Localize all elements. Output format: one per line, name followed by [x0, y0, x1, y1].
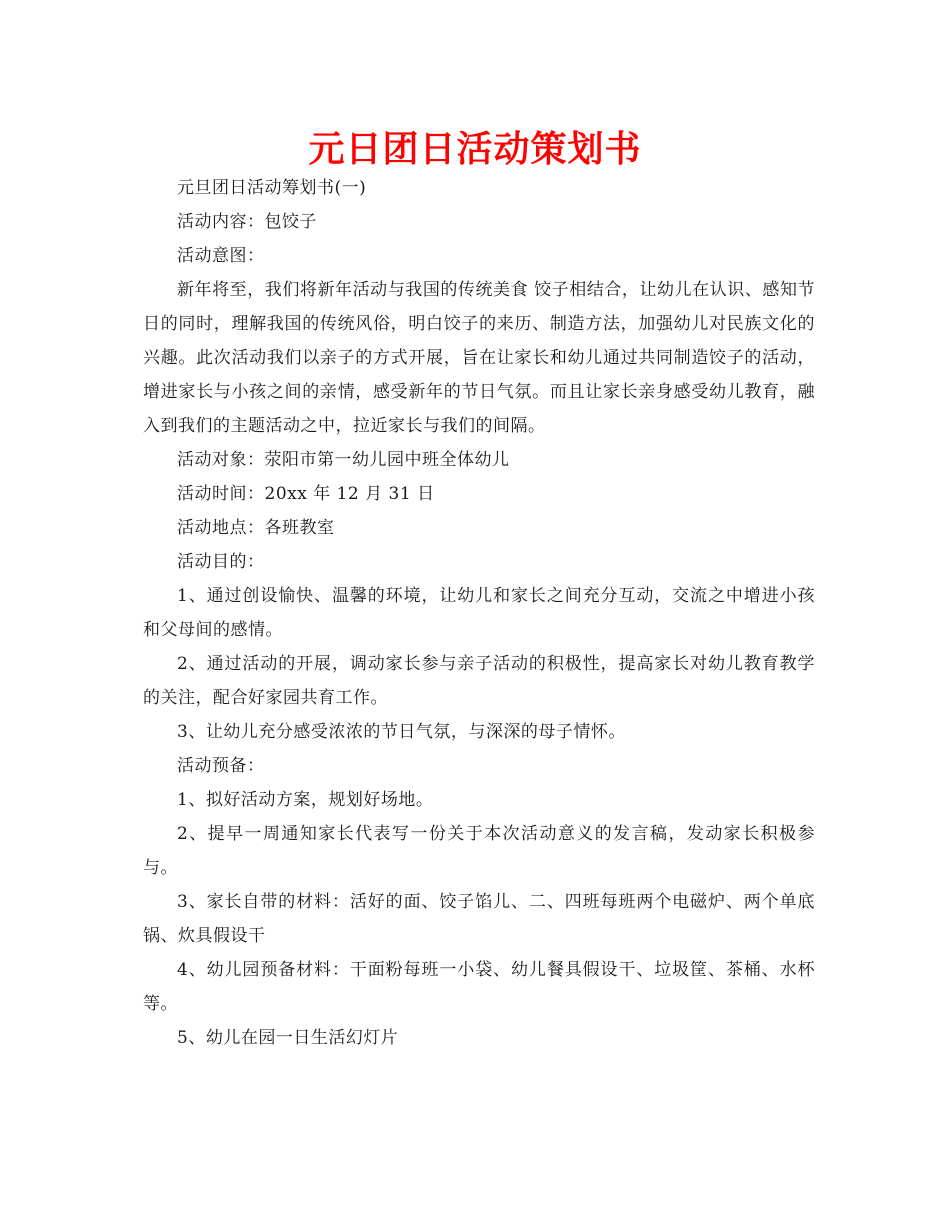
paragraph-goals-heading: 活动目的： [177, 552, 265, 572]
paragraph-intent-heading: 活动意图： [177, 246, 265, 266]
paragraph-audience: 活动对象：荥阳市第一幼儿园中班全体幼儿 [177, 450, 510, 470]
paragraph-prep-2: 2、提早一周通知家长代表写一份关于本次活动意义的发言稿，发动家长积极参与。 [143, 824, 815, 878]
paragraph-location: 活动地点：各班教室 [177, 518, 335, 538]
paragraph-goal-2: 2、通过活动的开展，调动家长参与亲子活动的积极性，提高家长对幼儿教育教学的关注，配合好家园共育工作。 [143, 654, 815, 708]
paragraph-time: 活动时间：20xx 年 12 月 31 日 [177, 484, 435, 504]
paragraph-goal-1: 1、通过创设愉快、温馨的环境，让幼儿和家长之间充分互动，交流之中增进小孩和父母间的感情。 [143, 586, 815, 640]
paragraph-intent-body: 新年将至，我们将新年活动与我国的传统美食 饺子相结合，让幼儿在认识、感知节日的同时，理解我国的传统风俗，明白饺子的来历、制造方法，加强幼儿对民族文化的兴趣。此次活动我们以亲子的方式开展，旨在让家长和幼儿通过共同制造饺子的活动，增进家长与小孩之间的亲情，感受新年的节日气氛。而且让家长亲身感受幼儿教育，融入到我们的主题活动之中，拉近家长与我们的间隔。 [143, 280, 815, 436]
paragraph-prep-5: 5、幼儿在园一日生活幻灯片 [177, 1028, 399, 1048]
paragraph-content: 活动内容：包饺子 [177, 212, 317, 232]
paragraph-subtitle: 元旦团日活动筹划书(一) [177, 178, 367, 198]
document-title: 元日团日活动策划书 [308, 129, 642, 170]
document-body [143, 171, 815, 1055]
paragraph-prep-1: 1、拟好活动方案，规划好场地。 [177, 790, 434, 810]
paragraph-prep-heading: 活动预备： [177, 756, 265, 776]
paragraph-prep-3: 3、家长自带的材料：活好的面、饺子馅儿、二、四班每班两个电磁炉、两个单底锅、炊具假设干 [143, 892, 815, 946]
paragraph-prep-4: 4、幼儿园预备材料：干面粉每班一小袋、幼儿餐具假设干、垃圾筐、茶桶、水杯等。 [143, 960, 815, 1014]
paragraph-goal-3: 3、让幼儿充分感受浓浓的节日气氛，与深深的母子情怀。 [177, 722, 626, 742]
